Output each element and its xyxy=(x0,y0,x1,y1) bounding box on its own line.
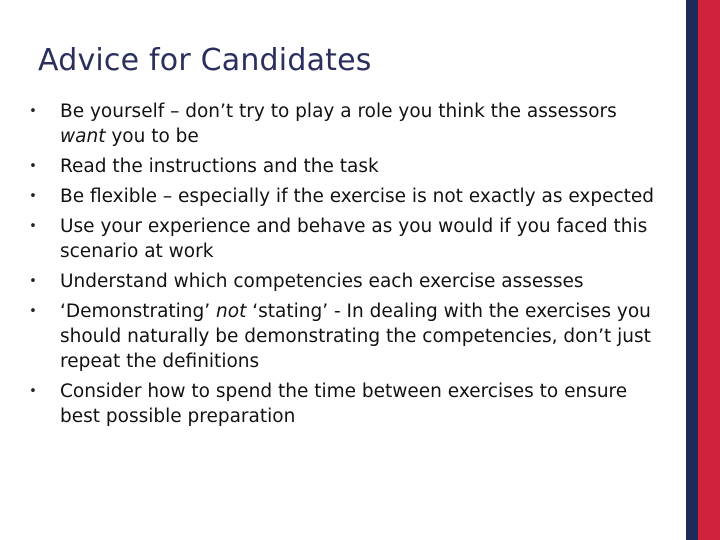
bullet-item xyxy=(26,214,666,264)
bullet-text: you to be xyxy=(105,126,199,147)
slide-title: Advice for Candidates xyxy=(38,43,372,78)
navy-side-bar xyxy=(686,0,698,540)
bullet-item xyxy=(26,99,666,149)
bullet-dot-icon: • xyxy=(29,304,37,319)
bullet-emphasis: not xyxy=(216,301,247,322)
bullet-dot-icon: • xyxy=(29,384,37,399)
bullet-item xyxy=(26,184,666,209)
bullet-item xyxy=(26,299,666,374)
bullet-item xyxy=(26,379,666,429)
bullet-text: ‘Demonstrating’ xyxy=(60,301,217,322)
red-side-bar xyxy=(698,0,720,540)
bullet-list xyxy=(26,99,666,434)
bullet-dot-icon: • xyxy=(29,104,37,119)
bullet-text: Read the instructions and the task xyxy=(60,156,379,177)
bullet-emphasis: want xyxy=(60,126,106,147)
bullet-dot-icon: • xyxy=(29,219,37,234)
bullet-text: Use your experience and behave as you would if you faced this scenario at work xyxy=(60,216,648,262)
bullet-item xyxy=(26,154,666,179)
bullet-dot-icon: • xyxy=(29,159,37,174)
bullet-text: Understand which competencies each exercise assesses xyxy=(60,271,584,292)
bullet-text: Be yourself – don’t try to play a role you think the assessors xyxy=(60,101,617,122)
bullet-text: Be flexible – especially if the exercise is not exactly as expected xyxy=(60,186,655,207)
bullet-dot-icon: • xyxy=(29,274,37,289)
bullet-item xyxy=(26,269,666,294)
bullet-text: ‘stating’ - In dealing with the exercises you should naturally be demonstrating the competencies, don’t just repeat the definitions xyxy=(60,301,651,372)
bullet-dot-icon: • xyxy=(29,189,37,204)
bullet-text: Consider how to spend the time between exercises to ensure best possible preparation xyxy=(60,381,628,427)
